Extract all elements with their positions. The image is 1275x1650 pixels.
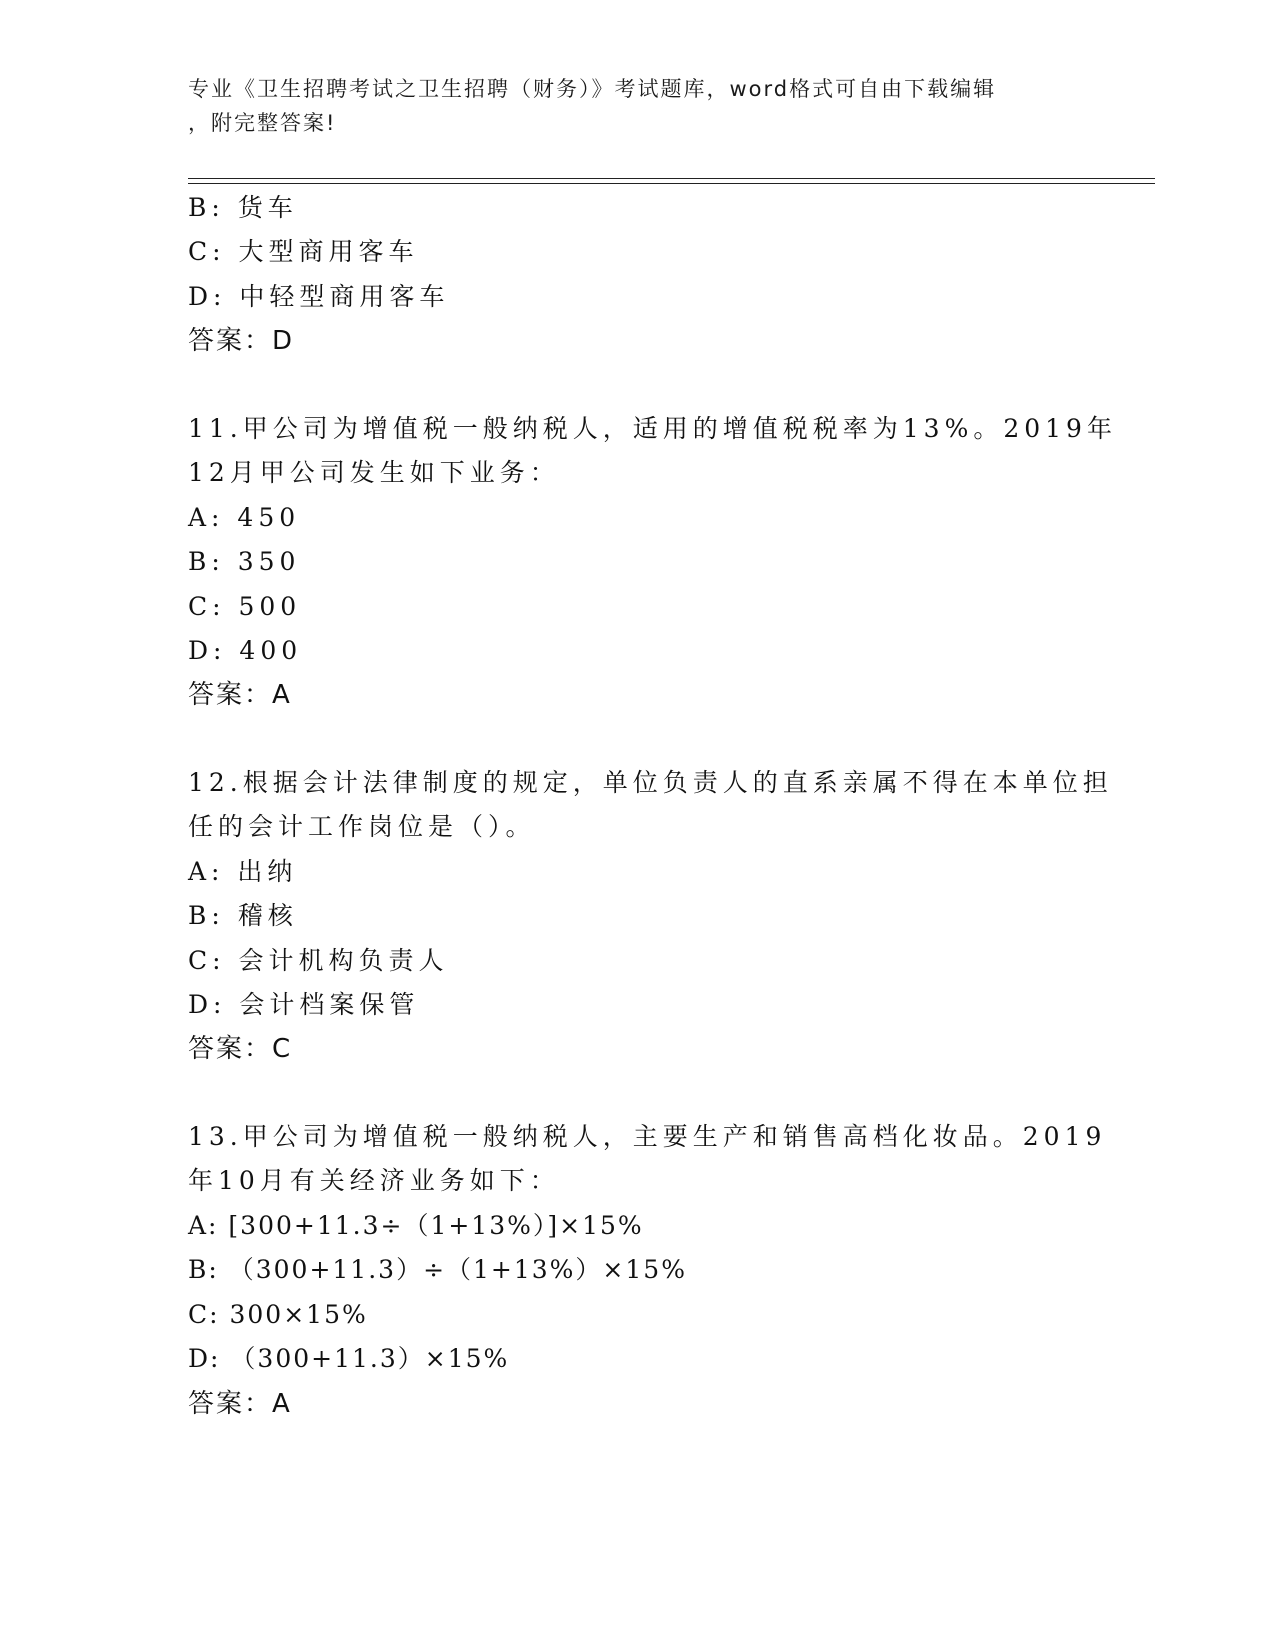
q10-option-b: B: 货车 [188,193,298,222]
q13-option-c: C: 300×15% [188,1300,368,1329]
q11-answer: 答案：A [188,680,292,710]
header-line-1: 专业《卫生招聘考试之卫生招聘（财务）》考试题库，word格式可自由下载编辑 [188,77,997,101]
header-rule-bottom [188,183,1155,184]
q12-answer: 答案：C [188,1034,293,1064]
header-line-2: ，附完整答案! [188,111,337,135]
document-header [188,72,1068,140]
q13-option-d: D: （300+11.3）×15% [188,1344,510,1373]
q10-option-d: D: 中轻型商用客车 [188,282,450,311]
q13-answer: 答案：A [188,1389,292,1419]
q13-stem-line-1: 13.甲公司为增值税一般纳税人，主要生产和销售高档化妆品。2019 [188,1122,1107,1151]
q12-stem-line-2: 任的会计工作岗位是（）。 [188,812,536,841]
q11-stem-line-1: 11.甲公司为增值税一般纳税人，适用的增值税税率为13%。2019年 [188,414,1117,443]
q12-option-d: D: 会计档案保管 [188,990,420,1019]
q10-option-c: C: 大型商用客车 [188,237,419,266]
q11-option-b: B: 350 [188,547,301,576]
q12-stem-line-1: 12.根据会计法律制度的规定，单位负责人的直系亲属不得在本单位担 [188,768,1113,797]
q11-option-c: C: 500 [188,592,302,621]
q13-option-a: A: [300+11.3÷（1+13%）]×15% [188,1211,644,1240]
q13-option-b: B: （300+11.3）÷（1+13%）×15% [188,1255,687,1284]
q11-option-a: A: 450 [188,503,301,532]
q11-stem-line-2: 12月甲公司发生如下业务： [188,458,560,487]
q10-answer: 答案：D [188,326,295,356]
q11-option-d: D: 400 [188,636,303,665]
q12-option-b: B: 稽核 [188,901,298,930]
q13-stem-line-2: 年10月有关经济业务如下： [188,1166,560,1195]
header-rule-top [188,178,1155,179]
q12-option-a: A: 出纳 [188,857,298,886]
q12-option-c: C: 会计机构负责人 [188,946,449,975]
